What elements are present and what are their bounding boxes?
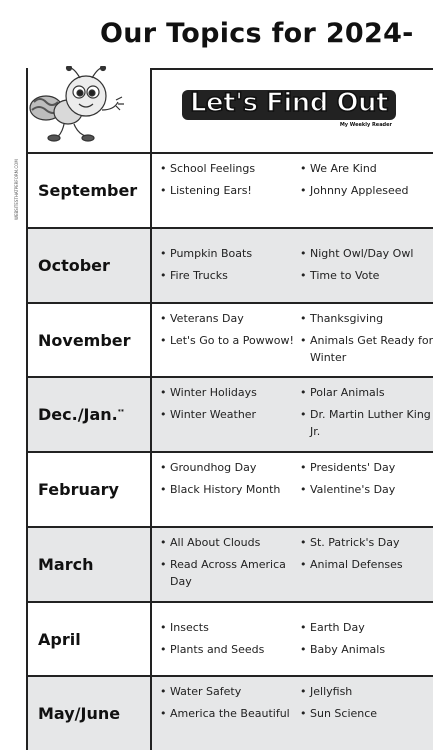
topic-item: • Insects (160, 619, 300, 636)
month-label: October (38, 256, 110, 275)
topic-item: • Baby Animals (300, 641, 433, 658)
topic-item: • School Feelings (160, 160, 300, 177)
topic-item: • America the Beautiful (160, 705, 300, 722)
topic-item: • Animals Get Ready for Winter (300, 332, 433, 366)
topic-item: • St. Patrick's Day (300, 534, 433, 551)
credit-text: WEBSITESTHATPERFORM.COM (14, 159, 19, 220)
topic-item: • Time to Vote (300, 267, 433, 284)
topic-column-1 (160, 459, 300, 503)
month-cell (28, 154, 152, 227)
topic-column-2 (300, 160, 433, 204)
topic-item: • Black History Month (160, 481, 300, 498)
topic-item: • Pumpkin Boats (160, 245, 300, 262)
month-label: September (38, 181, 138, 200)
topic-column-1 (160, 534, 300, 595)
topic-item: • Plants and Seeds (160, 641, 300, 658)
mascot-body (30, 66, 124, 141)
topic-column-1 (160, 310, 300, 354)
month-row (28, 526, 433, 601)
month-label: February (38, 480, 119, 499)
topic-column-1 (160, 384, 300, 428)
topic-item: • We Are Kind (300, 160, 433, 177)
logo-subtitle: My Weekly Reader (339, 122, 392, 128)
month-row (28, 152, 433, 227)
topic-item: • Winter Holidays (160, 384, 300, 401)
topic-item: • Fire Trucks (160, 267, 300, 284)
topic-column-1 (160, 160, 300, 204)
topic-column-2 (300, 459, 433, 503)
topic-item: • Animal Defenses (300, 556, 433, 573)
month-row (28, 675, 433, 750)
logo: Let's Find Out (189, 88, 388, 118)
topic-column-2 (300, 245, 433, 289)
topic-item: • Veterans Day (160, 310, 300, 327)
topic-column-2 (300, 619, 433, 663)
month-label: May/June (38, 704, 121, 723)
month-cell (28, 528, 152, 601)
topic-item: • Groundhog Day (160, 459, 300, 476)
month-cell (28, 603, 152, 675)
month-cell (28, 453, 152, 526)
month-label: Dec./Jan.** (38, 405, 125, 424)
topic-item: • Valentine's Day (300, 481, 433, 498)
topic-item: • Presidents' Day (300, 459, 433, 476)
topic-item: • Let's Go to a Powwow! (160, 332, 300, 349)
month-row (28, 451, 433, 526)
month-label: March (38, 555, 94, 574)
topic-column-1 (160, 245, 300, 289)
topic-item: • Listening Ears! (160, 182, 300, 199)
bug-mascot-illustration (24, 66, 134, 146)
month-cell (28, 677, 152, 750)
topics-table (26, 68, 433, 750)
topic-column-2 (300, 310, 433, 371)
month-row (28, 601, 433, 675)
topic-item: • Polar Animals (300, 384, 433, 401)
topic-item: • Jellyfish (300, 683, 433, 700)
topic-item: • Johnny Appleseed (300, 182, 433, 199)
topic-item: • Winter Weather (160, 406, 300, 423)
page-title: Our Topics for 2024- (100, 18, 414, 49)
topic-column-2 (300, 683, 433, 727)
month-row (28, 227, 433, 302)
topic-item: • Night Owl/Day Owl (300, 245, 433, 262)
topic-column-2 (300, 534, 433, 578)
month-cell (28, 378, 152, 451)
month-row (28, 302, 433, 376)
logo-cell (150, 68, 433, 154)
topic-item: • Water Safety (160, 683, 300, 700)
month-label: November (38, 330, 131, 350)
month-label: April (38, 629, 81, 649)
topic-item: • All About Clouds (160, 534, 300, 551)
topic-item: • Dr. Martin Luther King Jr. (300, 406, 433, 440)
topic-column-1 (160, 683, 300, 727)
topic-item: • Earth Day (300, 619, 433, 636)
month-cell (28, 304, 152, 376)
topic-column-2 (300, 384, 433, 445)
topic-column-1 (160, 619, 300, 663)
month-row (28, 376, 433, 451)
topic-item: • Sun Science (300, 705, 433, 722)
topic-item: • Read Across America Day (160, 556, 300, 590)
month-cell (28, 229, 152, 302)
topic-item: • Thanksgiving (300, 310, 433, 327)
